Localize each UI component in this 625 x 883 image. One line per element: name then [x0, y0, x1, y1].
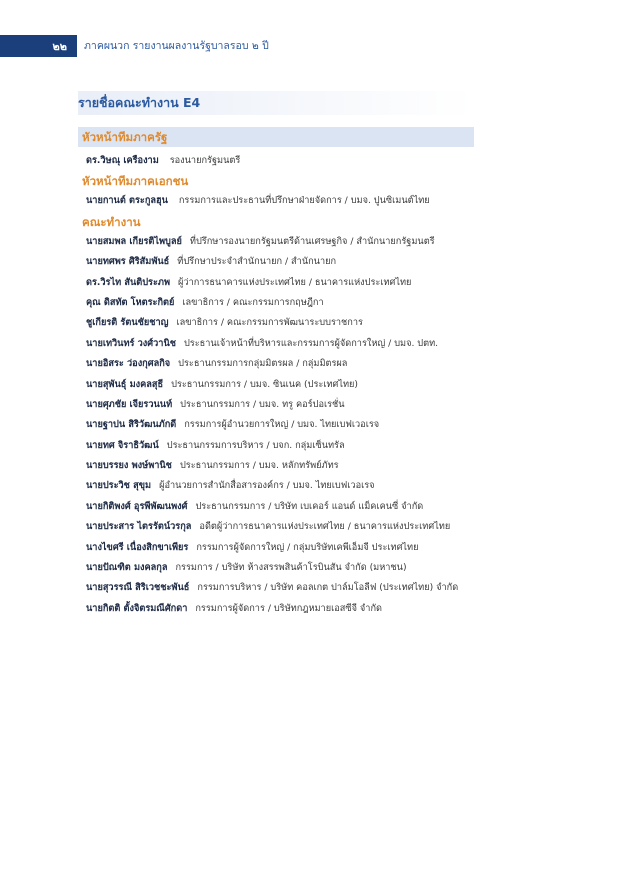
member-name: นายปัณฑิต มงคลกุล	[86, 562, 168, 574]
member-role: ที่ปรึกษาประจำสำนักนายก / สำนักนายก	[177, 256, 337, 268]
member-role: ประธานกรรมการ / บริษัท เบเคอร์ แอนด์ แม็คเคนซี่ จำกัด	[195, 500, 424, 512]
member-name: นายศุภชัย เจียรวนนท์	[86, 398, 173, 410]
member-role: กรรมการผู้อำนวยการใหญ่ / บมจ. ไทยเบฟเวอเรจ	[184, 419, 380, 431]
member-row	[78, 395, 498, 415]
member-row	[78, 558, 498, 578]
member-name: นายกานต์ ตระกูลฮุน	[86, 195, 168, 207]
member-name: นายสุวรรณี สิริเวชชะพันธ์	[86, 582, 190, 594]
member-role: ประธานกรรมการ / บมจ. ซินเนค (ประเทศไทย)	[171, 378, 359, 390]
member-role: รองนายกรัฐมนตรี	[169, 155, 241, 166]
member-name: นายกิตติ ตั้งจิตรมณีศักดา	[86, 602, 188, 614]
member-name: ชูเกียรติ รัตนชัยชาญ	[86, 317, 169, 329]
member-role: กรรมการ / บริษัท ห้างสรรพสินค้าโรบินสัน จำกัด (มหาชน)	[175, 562, 407, 574]
member-name: นายทศ จิราธิวัฒน์	[86, 439, 159, 451]
header-title: ภาคผนวก รายงานผลงานรัฐบาลรอบ ๒ ปี	[84, 40, 269, 52]
member-row	[78, 415, 498, 435]
member-role: กรรมการบริหาร / บริษัท คอลเกต ปาล์มโอลีฟ (ประเทศไทย) จำกัด	[197, 582, 459, 594]
member-row	[78, 476, 498, 496]
member-role: อดีตผู้ว่าการธนาคารแห่งประเทศไทย / ธนาคารแห่งประเทศไทย	[199, 521, 451, 533]
member-row	[78, 538, 498, 558]
group-heading-private-lead: หัวหน้าทีมภาคเอกชน	[82, 174, 189, 189]
working-team-members	[78, 232, 498, 619]
section-title: รายชื่อคณะทำงาน E4	[78, 91, 474, 115]
member-row	[78, 273, 498, 293]
group-heading-working-team: คณะทำงาน	[82, 214, 141, 229]
member-row	[78, 517, 498, 537]
page-number: ๒๒	[0, 35, 77, 57]
working-group-list	[78, 127, 498, 619]
member-row	[78, 599, 498, 619]
member-role: กรรมการและประธานที่ปรึกษาฝ่ายจัดการ / บมจ. ปูนซิเมนต์ไทย	[178, 195, 430, 207]
member-row	[78, 191, 498, 211]
member-role: เลขาธิการ / คณะกรรมการพัฒนาระบบราชการ	[176, 317, 363, 329]
member-row	[78, 151, 498, 171]
member-name: นายประสาร ไตรรัตน์วรกุล	[86, 521, 192, 533]
member-name: นายฐาปน สิริวัฒนภักดี	[86, 419, 177, 431]
member-role: กรรมการผู้จัดการใหญ่ / กลุ่มบริษัทเคพีเอ็มจี ประเทศไทย	[196, 541, 419, 553]
member-role: ประธานกรรมการ / บมจ. หลักทรัพย์ภัทร	[179, 460, 339, 472]
member-role: ที่ปรึกษารองนายกรัฐมนตรีด้านเศรษฐกิจ / สำนักนายกรัฐมนตรี	[189, 235, 435, 247]
member-name: นางไขศรี เนื่องสิกขาเพียร	[86, 541, 189, 553]
member-name: นายสมพล เกียรติไพบูลย์	[86, 235, 182, 247]
page-header	[0, 35, 625, 57]
member-role: ผู้ว่าการธนาคารแห่งประเทศไทย / ธนาคารแห่งประเทศไทย	[178, 276, 412, 288]
member-role: ผู้อำนวยการสำนักสื่อสารองค์กร / บมจ. ไทยเบฟเวอเรจ	[159, 480, 375, 492]
member-row	[78, 354, 498, 374]
member-name: นายทศพร ศิริสัมพันธ์	[86, 256, 170, 268]
member-role: ประธานกรรมการบริหาร / บจก. กลุ่มเซ็นทรัล	[166, 439, 345, 451]
member-row	[78, 334, 498, 354]
member-name: นายเทวินทร์ วงศ์วานิช	[86, 337, 176, 349]
member-role: ประธานกรรมการ / บมจ. ทรู คอร์ปอเรชั่น	[180, 398, 345, 410]
member-role: ประธานเจ้าหน้าที่บริหารและกรรมการผู้จัดการใหญ่ / บมจ. ปตท.	[183, 337, 439, 349]
member-row	[78, 436, 498, 456]
member-name: ดร.วิษณุ เครืองาม	[86, 155, 159, 166]
member-role: ประธานกรรมการกลุ่มมิตรผล / กลุ่มมิตรผล	[178, 358, 348, 370]
member-name: นายบรรยง พงษ์พานิช	[86, 460, 172, 472]
member-role: กรรมการผู้จัดการ / บริษัทกฎหมายเอสซีจี จำกัด	[195, 602, 382, 614]
member-row	[78, 313, 498, 333]
member-name: นายสุพันธุ์ มงคลสุธี	[86, 378, 164, 390]
group-heading-government-lead: หัวหน้าทีมภาครัฐ	[78, 127, 474, 147]
member-row	[78, 456, 498, 476]
member-row	[78, 232, 498, 252]
member-row	[78, 375, 498, 395]
member-name: นายกิติพงศ์ อุรพีพัฒนพงศ์	[86, 500, 188, 512]
member-name: นายอิสระ ว่องกุศลกิจ	[86, 358, 171, 370]
member-row	[78, 578, 498, 598]
member-name: คุณ ดิสทัต โหตระกิตย์	[86, 296, 175, 308]
member-row	[78, 252, 498, 272]
member-row	[78, 293, 498, 313]
member-role: เลขาธิการ / คณะกรรมการกฤษฎีกา	[182, 296, 324, 308]
member-name: ดร.วิรไท สันติประภพ	[86, 276, 171, 288]
member-row	[78, 497, 498, 517]
member-name: นายประวิช สุขุม	[86, 480, 152, 492]
